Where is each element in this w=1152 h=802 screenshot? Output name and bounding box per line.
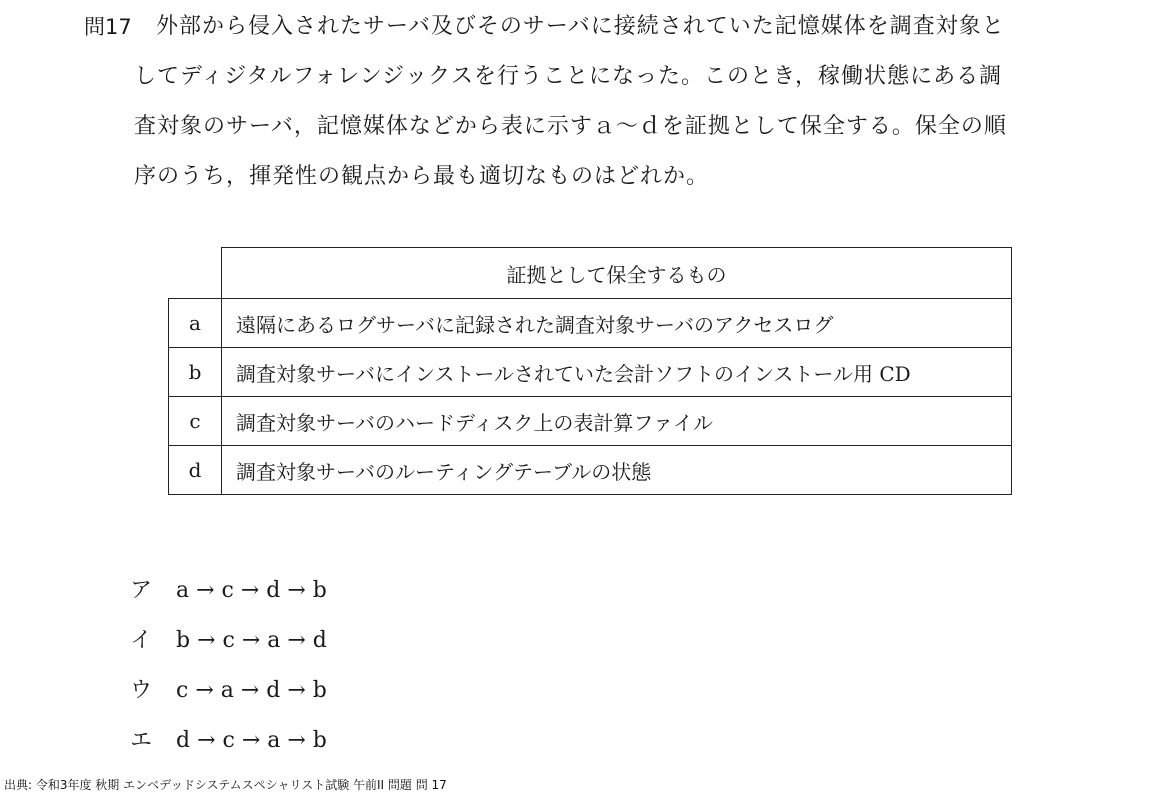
- choice-u[interactable]: [130, 676, 327, 706]
- row-label: b: [169, 348, 222, 397]
- table-header: 証拠として保全するもの: [222, 248, 1012, 299]
- row-text: 調査対象サーバのハードディスク上の表計算ファイル: [222, 397, 1012, 446]
- source-citation: 出典: 令和3年度 秋期 エンベデッドシステムスペシャリスト試験 午前II 問題 問 17: [4, 778, 447, 792]
- evidence-table: [168, 247, 1012, 495]
- table-header-row: [169, 248, 1012, 299]
- choice-key: ア: [130, 578, 153, 603]
- question-line: 序のうち，揮発性の観点から最も適切なものはどれか。: [134, 164, 710, 189]
- row-text: 調査対象サーバのルーティングテーブルの状態: [222, 446, 1012, 495]
- choice-key: エ: [130, 728, 153, 753]
- table-row: [169, 446, 1012, 495]
- row-label: c: [169, 397, 222, 446]
- choice-key: ウ: [130, 678, 153, 703]
- choice-key: イ: [130, 628, 153, 653]
- choice-text: a → c → d → b: [176, 578, 327, 603]
- choice-i[interactable]: [130, 626, 327, 656]
- question-line: 外部から侵入されたサーバ及びそのサーバに接続されていた記憶媒体を調査対象と: [156, 14, 1005, 39]
- table-row: [169, 348, 1012, 397]
- table-row: [169, 299, 1012, 348]
- choice-a[interactable]: [130, 576, 327, 606]
- row-label: d: [169, 446, 222, 495]
- row-text: 調査対象サーバにインストールされていた会計ソフトのインストール用 CD: [222, 348, 1012, 397]
- table-row: [169, 397, 1012, 446]
- choice-text: b → c → a → d: [176, 628, 327, 653]
- choice-text: c → a → d → b: [176, 678, 327, 703]
- row-text: 遠隔にあるログサーバに記録された調査対象サーバのアクセスログ: [222, 299, 1012, 348]
- question-line: してディジタルフォレンジックスを行うことになった。このとき，稼働状態にある調: [134, 64, 1003, 89]
- question-line: 査対象のサーバ，記憶媒体などから表に示すａ～ｄを証拠として保全する。保全の順: [134, 114, 1007, 139]
- choice-text: d → c → a → b: [176, 728, 327, 753]
- table-corner-cell: [169, 248, 222, 299]
- question-number: 問17: [84, 15, 132, 39]
- row-label: a: [169, 299, 222, 348]
- choice-e[interactable]: [130, 726, 327, 756]
